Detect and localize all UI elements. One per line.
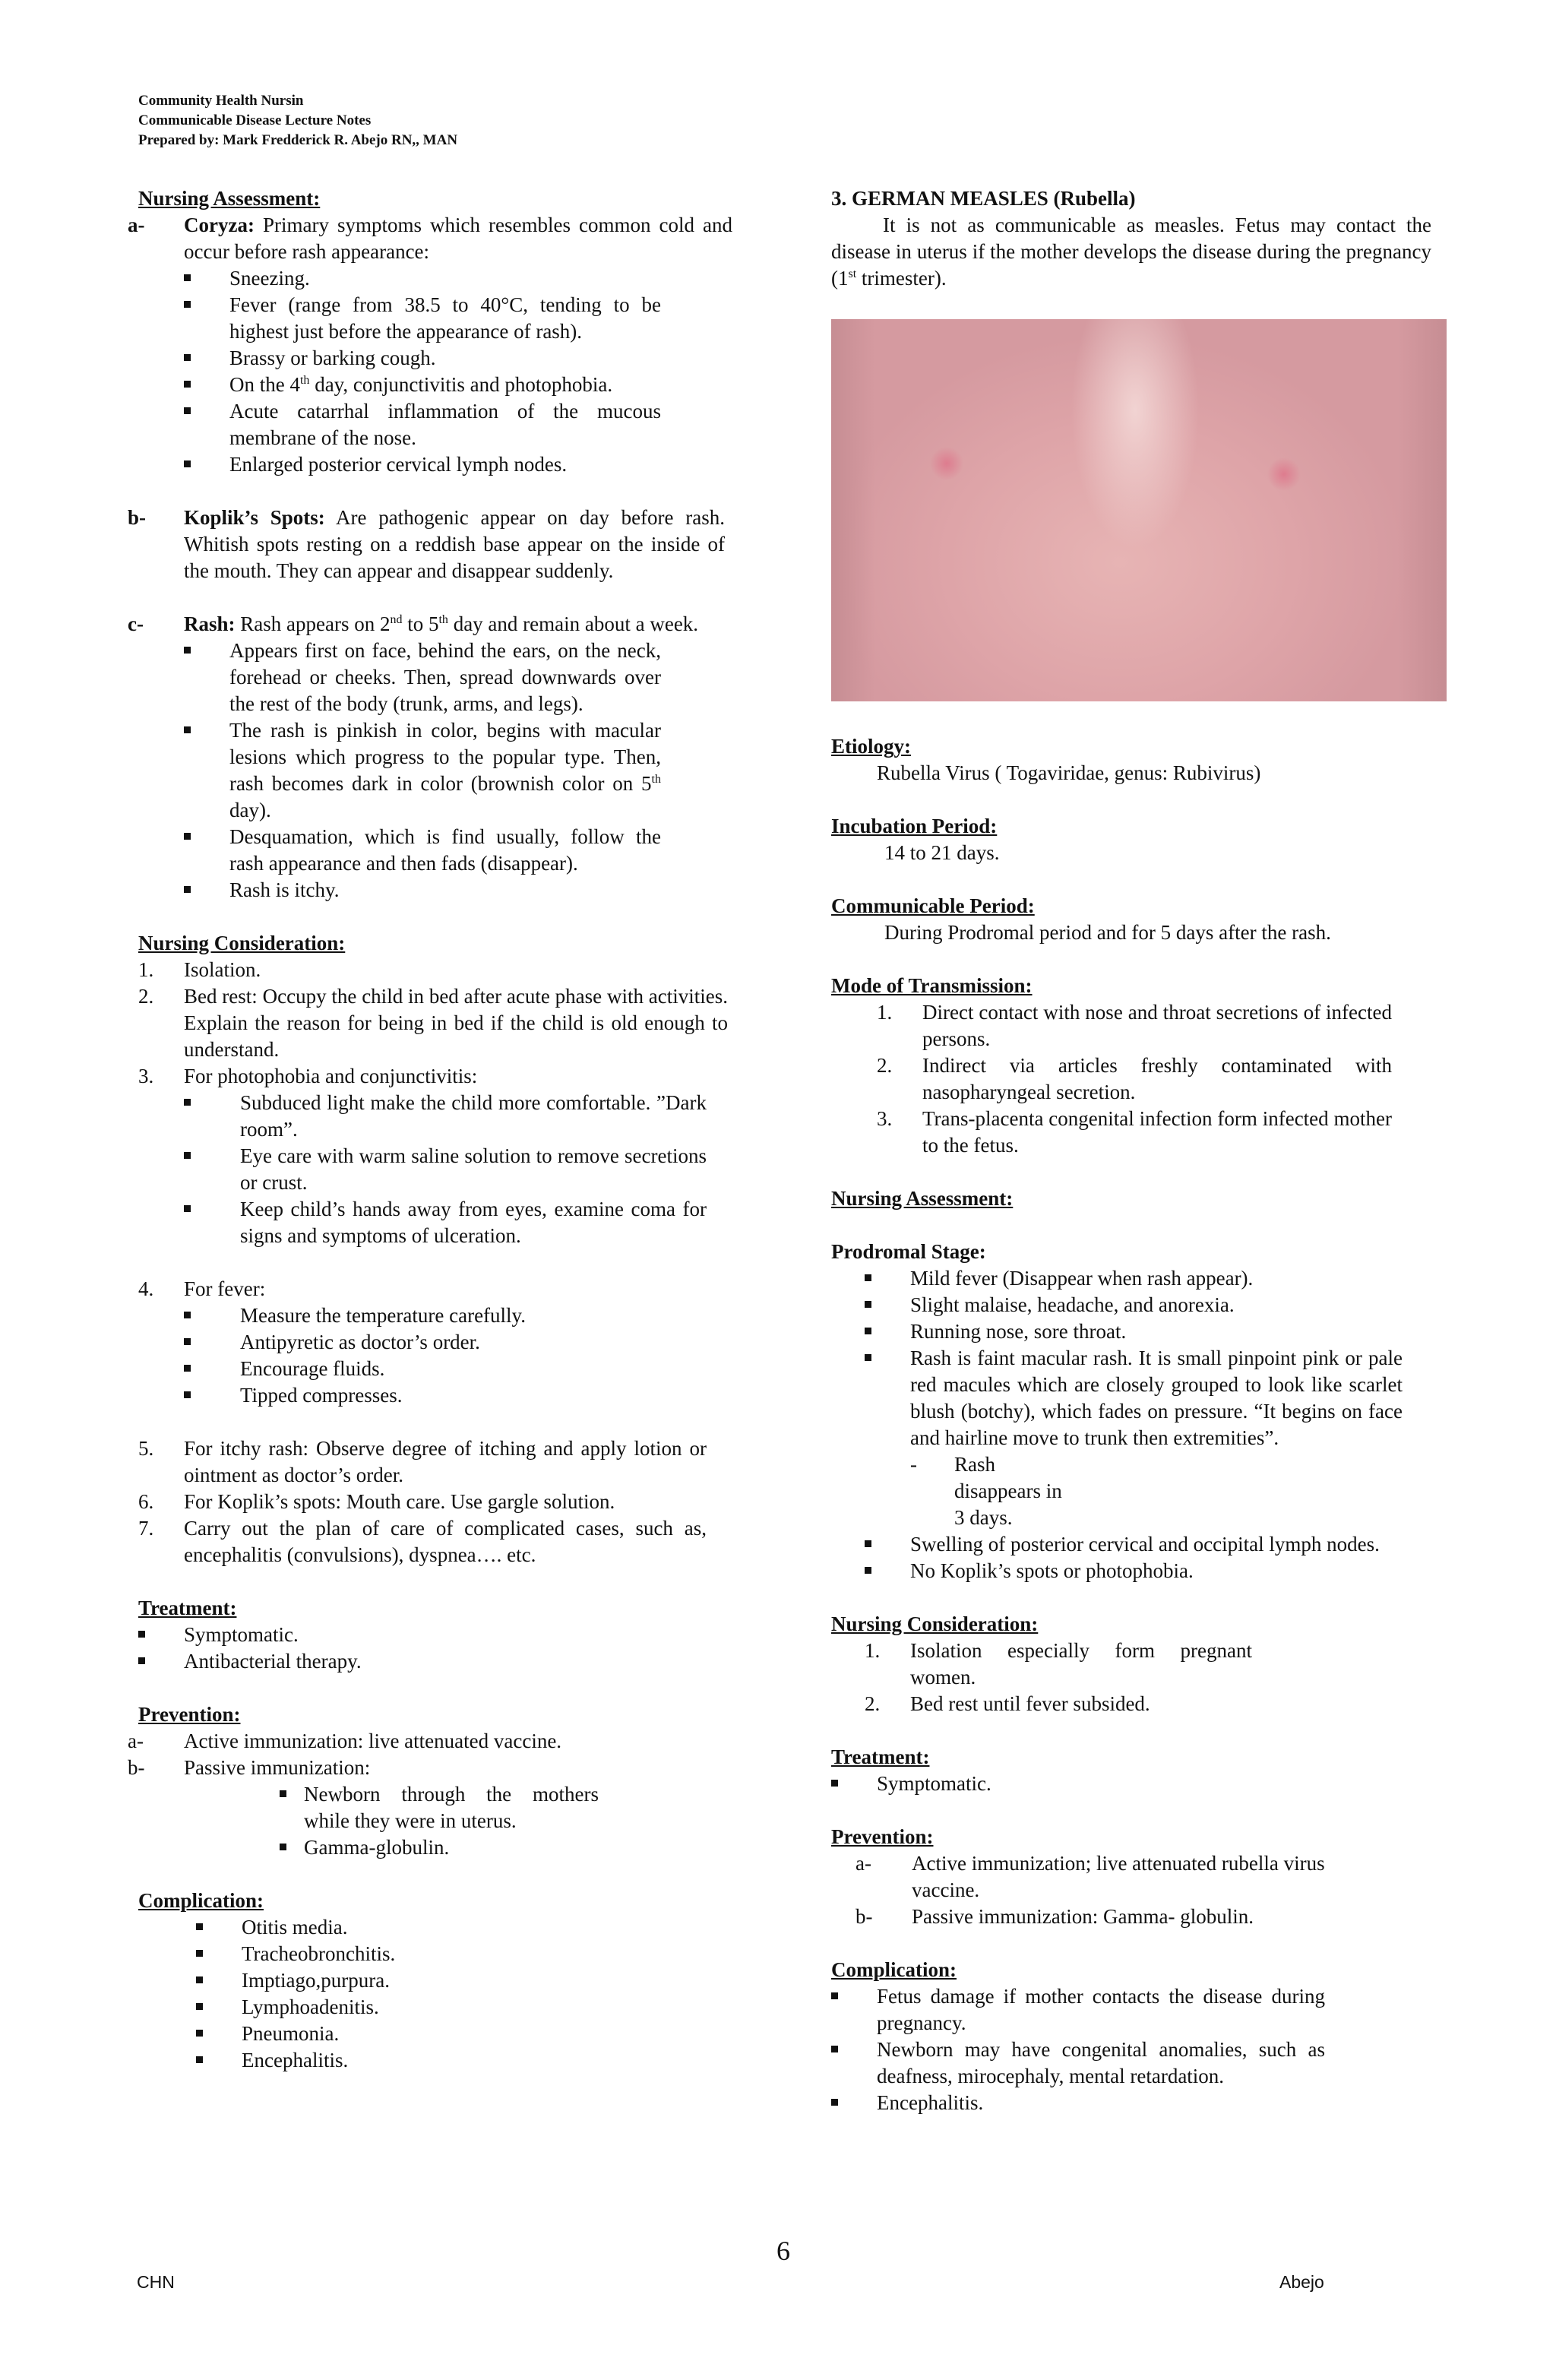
numbered-item: 1. Isolation. [138, 958, 261, 981]
section-heading-complication: Complication: [138, 1889, 264, 1912]
coryza-paragraph [128, 212, 733, 265]
list-item: No Koplik’s spots or photophobia. [865, 1558, 1403, 1584]
term-kopliks-spots: Koplik’s Spots: [184, 506, 325, 529]
numbered-item: 2. Bed rest: Occupy the child in bed after acute phase with activities. Explain the reason for being in bed if the child is old enough to understand. [138, 985, 728, 1061]
list-item: Slight malaise, headache, and anorexia. [865, 1292, 1403, 1318]
coryza-text: Primary symptoms which resembles common cold and occur before rash appearance: [184, 214, 733, 263]
header-line-2: Communicable Disease Lecture Notes [138, 112, 372, 128]
right-column [831, 185, 1439, 2116]
list-item: Measure the temperature carefully. [184, 1302, 707, 1329]
section-heading-treatment-rubella: Treatment: [831, 1745, 930, 1768]
term-rash: Rash: [184, 612, 236, 635]
list-item: Tipped compresses. [184, 1382, 707, 1409]
list-item: Enlarged posterior cervical lymph nodes. [184, 451, 661, 478]
list-item: Tracheobronchitis. [196, 1941, 725, 1967]
footer-right: Abejo [1279, 2272, 1324, 2292]
list-item: Running nose, sore throat. [865, 1318, 1403, 1345]
list-marker: c- [128, 612, 144, 635]
list-item: Symptomatic. [138, 1622, 725, 1648]
list-item: Sneezing. [184, 265, 661, 292]
section-heading-communicable-period: Communicable Period: [831, 894, 1035, 917]
prevention-item: b- Passive immunization: Gamma- globulin. [855, 1905, 1254, 1928]
list-marker: a- [128, 214, 145, 236]
numbered-item: 1. Direct contact with nose and throat secretions of infected persons. [877, 1001, 1392, 1050]
intro-paragraph: It is not as communicable as measles. Fetus may contact the disease in uterus if the mother develops the disease during the pregnancy (1st trimester). [831, 214, 1431, 290]
incubation-text: 14 to 21 days. [884, 841, 1000, 864]
list-item: Keep child’s hands away from eyes, examine coma for signs and symptoms of ulceration. [184, 1196, 707, 1249]
list-item: Encephalitis. [196, 2047, 725, 2074]
kopliks-paragraph [128, 505, 725, 584]
communicable-text: During Prodromal period and for 5 days after the rash. [884, 921, 1331, 944]
list-item: Antipyretic as doctor’s order. [184, 1329, 707, 1356]
prodromal-stage-title: Prodromal Stage: [831, 1240, 986, 1263]
numbered-item: 1. Isolation especially form pregnant women. [865, 1639, 1252, 1688]
list-item: Imptiago,purpura. [196, 1967, 725, 1994]
list-item: Lymphoadenitis. [196, 1994, 725, 2021]
list-item: The rash is pinkish in color, begins with macular lesions which progress to the popular type. Then, rash becomes dark in color (brownish color on 5th day). [184, 717, 661, 824]
etiology-text: Rubella Virus ( Togaviridae, genus: Rubivirus) [877, 761, 1261, 784]
numbered-item: 2. Bed rest until fever subsided. [865, 1692, 1150, 1715]
dash-item: - Rash disappears in 3 days. [910, 1453, 1062, 1529]
section-heading-complication-rubella: Complication: [831, 1958, 957, 1981]
list-item: Subduced light make the child more comfortable. ”Dark room”. [184, 1090, 707, 1143]
list-item: Antibacterial therapy. [138, 1648, 725, 1675]
numbered-item: 3. For photophobia and conjunctivitis: [138, 1065, 478, 1087]
list-item: Eye care with warm saline solution to remove secretions or crust. [184, 1143, 707, 1196]
document-header [138, 91, 457, 150]
list-item: Newborn may have congenital anomalies, such as deafness, mirocephaly, mental retardation. [831, 2037, 1325, 2090]
page-number: 6 [776, 2236, 790, 2266]
section-heading-nursing-assessment: Nursing Assessment: [138, 187, 321, 210]
prevention-item: b- Passive immunization: [128, 1756, 371, 1779]
section-heading-etiology: Etiology: [831, 735, 911, 758]
list-item: On the 4th day, conjunctivitis and photophobia. [184, 372, 661, 398]
section-heading-incubation: Incubation Period: [831, 815, 998, 837]
list-item: Rash is itchy. [184, 877, 661, 904]
numbered-item: 2. Indirect via articles freshly contaminated with nasopharyngeal secretion. [877, 1054, 1392, 1103]
list-item: Gamma-globulin. [280, 1834, 599, 1861]
list-item: Acute catarrhal inflammation of the mucous membrane of the nose. [184, 398, 661, 451]
list-item: Encourage fluids. [184, 1356, 707, 1382]
list-marker: b- [128, 506, 147, 529]
prevention-item: a- Active immunization; live attenuated rubella virus vaccine. [855, 1852, 1325, 1901]
section-heading-prevention: Prevention: [138, 1703, 241, 1726]
numbered-item: 6. For Koplik’s spots: Mouth care. Use gargle solution. [138, 1490, 615, 1513]
kopliks-text: Are pathogenic appear on day before rash. Whitish spots resting on a reddish base appear on the inside of the mouth. They can appear and disappear suddenly. [184, 506, 725, 582]
coryza-list [184, 265, 661, 478]
list-item: Appears first on face, behind the ears, on the neck, forehead or cheeks. Then, spread downwards over the rest of the body (trunk, arms, and legs). [184, 638, 661, 717]
section-heading-nursing-consideration: Nursing Consideration: [138, 932, 346, 954]
list-item: Swelling of posterior cervical and occipital lymph nodes. [865, 1531, 1403, 1558]
header-line-3: Prepared by: Mark Fredderick R. Abejo RN,, MAN [138, 132, 458, 148]
list-item: Encephalitis. [831, 2090, 1325, 2116]
section-heading-nursing-consideration-rubella: Nursing Consideration: [831, 1613, 1039, 1635]
list-item: Pneumonia. [196, 2021, 725, 2047]
list-item: Newborn through the mothers while they were in uterus. [280, 1781, 599, 1834]
list-item: Symptomatic. [831, 1771, 1439, 1797]
list-item: Desquamation, which is find usually, follow the rash appearance and then fads (disappear). [184, 824, 661, 877]
list-item: Fever (range from 38.5 to 40°C, tending to be highest just before the appearance of rash). [184, 292, 661, 345]
consideration-list [138, 957, 728, 1568]
left-column [128, 185, 733, 2074]
list-item: Otitis media. [196, 1914, 725, 1941]
rash-paragraph: c- Rash: Rash appears on 2nd to 5th day and remain about a week. [128, 611, 725, 638]
numbered-item: 4. For fever: [138, 1277, 266, 1300]
section-heading-mode-of-transmission: Mode of Transmission: [831, 974, 1033, 997]
term-coryza: Coryza: [184, 214, 255, 236]
disease-title: 3. GERMAN MEASLES (Rubella) [831, 187, 1136, 210]
rash-list [184, 638, 661, 904]
numbered-item: 5. For itchy rash: Observe degree of itching and apply lotion or ointment as doctor’s order. [138, 1437, 707, 1486]
list-item: Fetus damage if mother contacts the disease during pregnancy. [831, 1983, 1325, 2037]
footer-left: CHN [137, 2272, 175, 2292]
list-item: Mild fever (Disappear when rash appear). [865, 1265, 1403, 1292]
header-line-1: Community Health Nursin [138, 93, 304, 109]
numbered-item: 3. Trans-placenta congenital infection form infected mother to the fetus. [877, 1107, 1392, 1157]
list-item: Brassy or barking cough. [184, 345, 661, 372]
section-heading-prevention-rubella: Prevention: [831, 1825, 934, 1848]
rubella-rash-photo [831, 319, 1447, 701]
section-heading-nursing-assessment-rubella: Nursing Assessment: [831, 1187, 1014, 1210]
prevention-item: a- Active immunization: live attenuated vaccine. [128, 1730, 562, 1752]
list-item: Rash is faint macular rash. It is small pinpoint pink or pale red macules which are closely grouped to look like scarlet blush (botchy), which fades on pressure. “It begins on face and hairline move to trunk then extremities”. [865, 1345, 1403, 1451]
section-heading-treatment: Treatment: [138, 1597, 237, 1619]
numbered-item: 7. Carry out the plan of care of complicated cases, such as, encephalitis (convulsions), dyspnea…. etc. [138, 1517, 707, 1566]
